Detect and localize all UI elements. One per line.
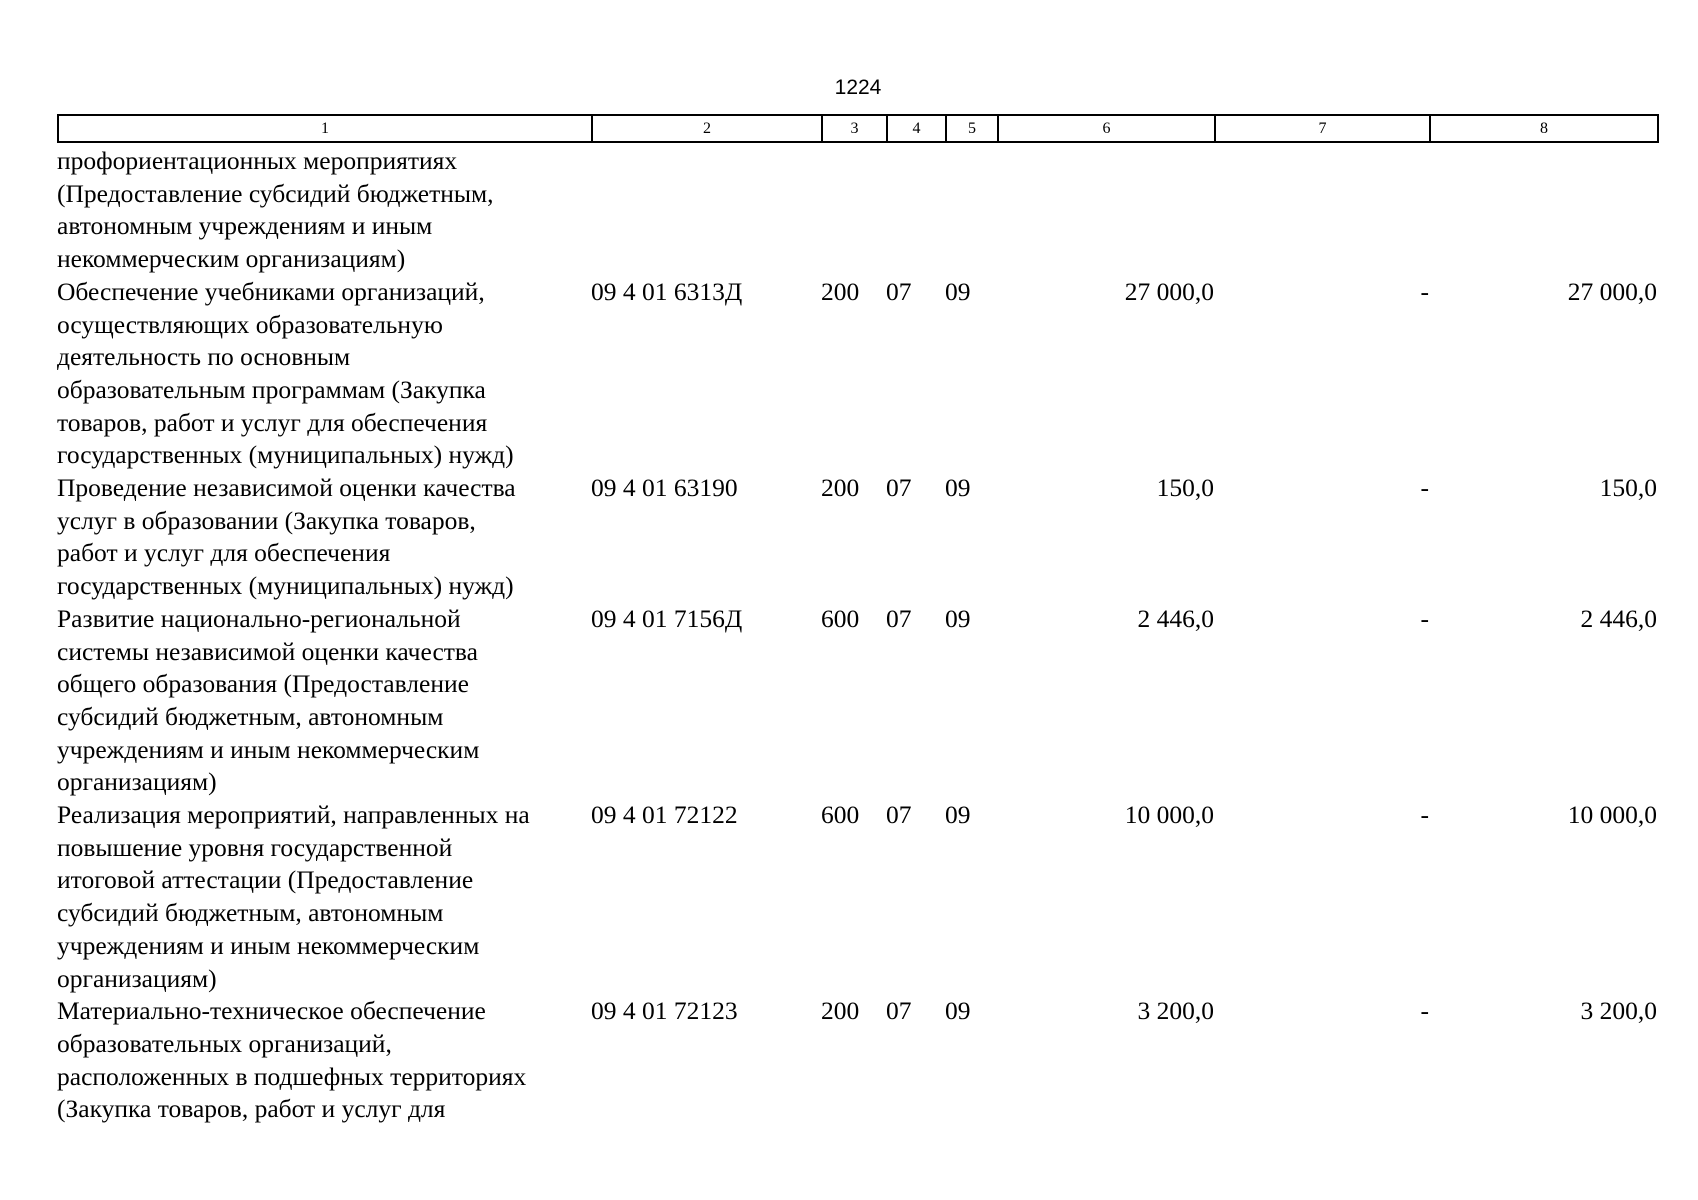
row-section: 07 [886, 800, 912, 830]
row-col7-value: - [1420, 996, 1429, 1026]
row-col7-value [1214, 145, 1429, 276]
row-col7-value: - [1420, 276, 1429, 306]
row-section: 07 [886, 603, 912, 633]
row-total-amount: 2 446,0 [1137, 603, 1214, 633]
row-target-code: 09 4 01 6313Д [591, 276, 743, 306]
row-name: профориентационных мероприятиях (Предоставление субсидий бюджетным, автономным учреждениям и иным некоммерческим организациям) [57, 146, 494, 274]
row-total-amount: 10 000,0 [1124, 800, 1214, 830]
budget-table [57, 145, 1657, 1126]
row-expense-type [821, 145, 886, 276]
row-subsection: 09 [945, 800, 971, 830]
row-section: 07 [886, 276, 912, 306]
row-expense-type: 600 [821, 603, 860, 633]
row-target-code: 09 4 01 72122 [591, 800, 738, 830]
header-cell-2: 2 [592, 115, 822, 142]
row-target-code: 09 4 01 63190 [591, 473, 738, 503]
row-subsection [945, 145, 997, 276]
header-cell-1: 1 [58, 115, 592, 142]
row-col8-amount: 27 000,0 [1567, 276, 1657, 306]
row-expense-type: 600 [821, 800, 860, 830]
row-name: Обеспечение учебниками организаций, осуществляющих образовательную деятельность по основным образовательным программам (Закупка товаров, работ и услуг для обеспечения государственных (муниципальных) нужд) [57, 276, 514, 470]
header-cell-7: 7 [1215, 115, 1430, 142]
row-col8-amount: 10 000,0 [1567, 800, 1657, 830]
header-cell-8: 8 [1430, 115, 1658, 142]
row-total-amount: 27 000,0 [1124, 276, 1214, 306]
row-col8-amount: 150,0 [1599, 473, 1657, 503]
row-expense-type: 200 [821, 996, 860, 1026]
row-name: Реализация мероприятий, направленных на повышение уровня государственной итоговой аттестации (Предоставление субсидий бюджетным, автономным учреждениям и иным некоммерческим организациям) [57, 800, 530, 993]
header-cell-5: 5 [946, 115, 998, 142]
header-cell-3: 3 [822, 115, 887, 142]
row-col8-amount [1429, 145, 1657, 276]
row-expense-type: 200 [821, 276, 860, 306]
table-row [57, 472, 1657, 603]
header-cell-6: 6 [998, 115, 1215, 142]
row-section: 07 [886, 473, 912, 503]
row-subsection: 09 [945, 473, 971, 503]
row-name: Проведение независимой оценки качества услуг в образовании (Закупка товаров, работ и услуг для обеспечения государственных (муниципальных) нужд) [57, 473, 516, 601]
row-subsection: 09 [945, 603, 971, 633]
row-name: Развитие национально-региональной системы независимой оценки качества общего образования (Предоставление субсидий бюджетным, автономным учреждениям и иным некоммерческим организациям) [57, 603, 480, 797]
row-total-amount [997, 145, 1214, 276]
row-subsection: 09 [945, 276, 971, 306]
row-subsection: 09 [945, 996, 971, 1026]
row-col7-value: - [1420, 473, 1429, 503]
column-number-header [57, 114, 1659, 143]
row-col7-value: - [1420, 800, 1429, 830]
header-cell-4: 4 [887, 115, 946, 142]
table-row [57, 603, 1657, 799]
table-row [57, 799, 1657, 995]
row-target-code: 09 4 01 7156Д [591, 603, 743, 633]
table-row [57, 276, 1657, 472]
table-row [57, 145, 1657, 276]
row-col8-amount: 2 446,0 [1580, 603, 1657, 633]
row-total-amount: 150,0 [1156, 473, 1214, 503]
row-section [886, 145, 945, 276]
header-row [58, 115, 1658, 142]
row-col7-value: - [1420, 603, 1429, 633]
row-col8-amount: 3 200,0 [1580, 996, 1657, 1026]
table-row [57, 995, 1657, 1126]
row-target-code [591, 145, 821, 276]
row-total-amount: 3 200,0 [1137, 996, 1214, 1026]
page-number: 1224 [834, 76, 882, 99]
row-section: 07 [886, 996, 912, 1026]
row-target-code: 09 4 01 72123 [591, 996, 738, 1026]
row-expense-type: 200 [821, 473, 860, 503]
row-name: Материально-техническое обеспечение образовательных организаций, расположенных в подшефных территориях (Закупка товаров, работ и услуг для [57, 996, 527, 1124]
